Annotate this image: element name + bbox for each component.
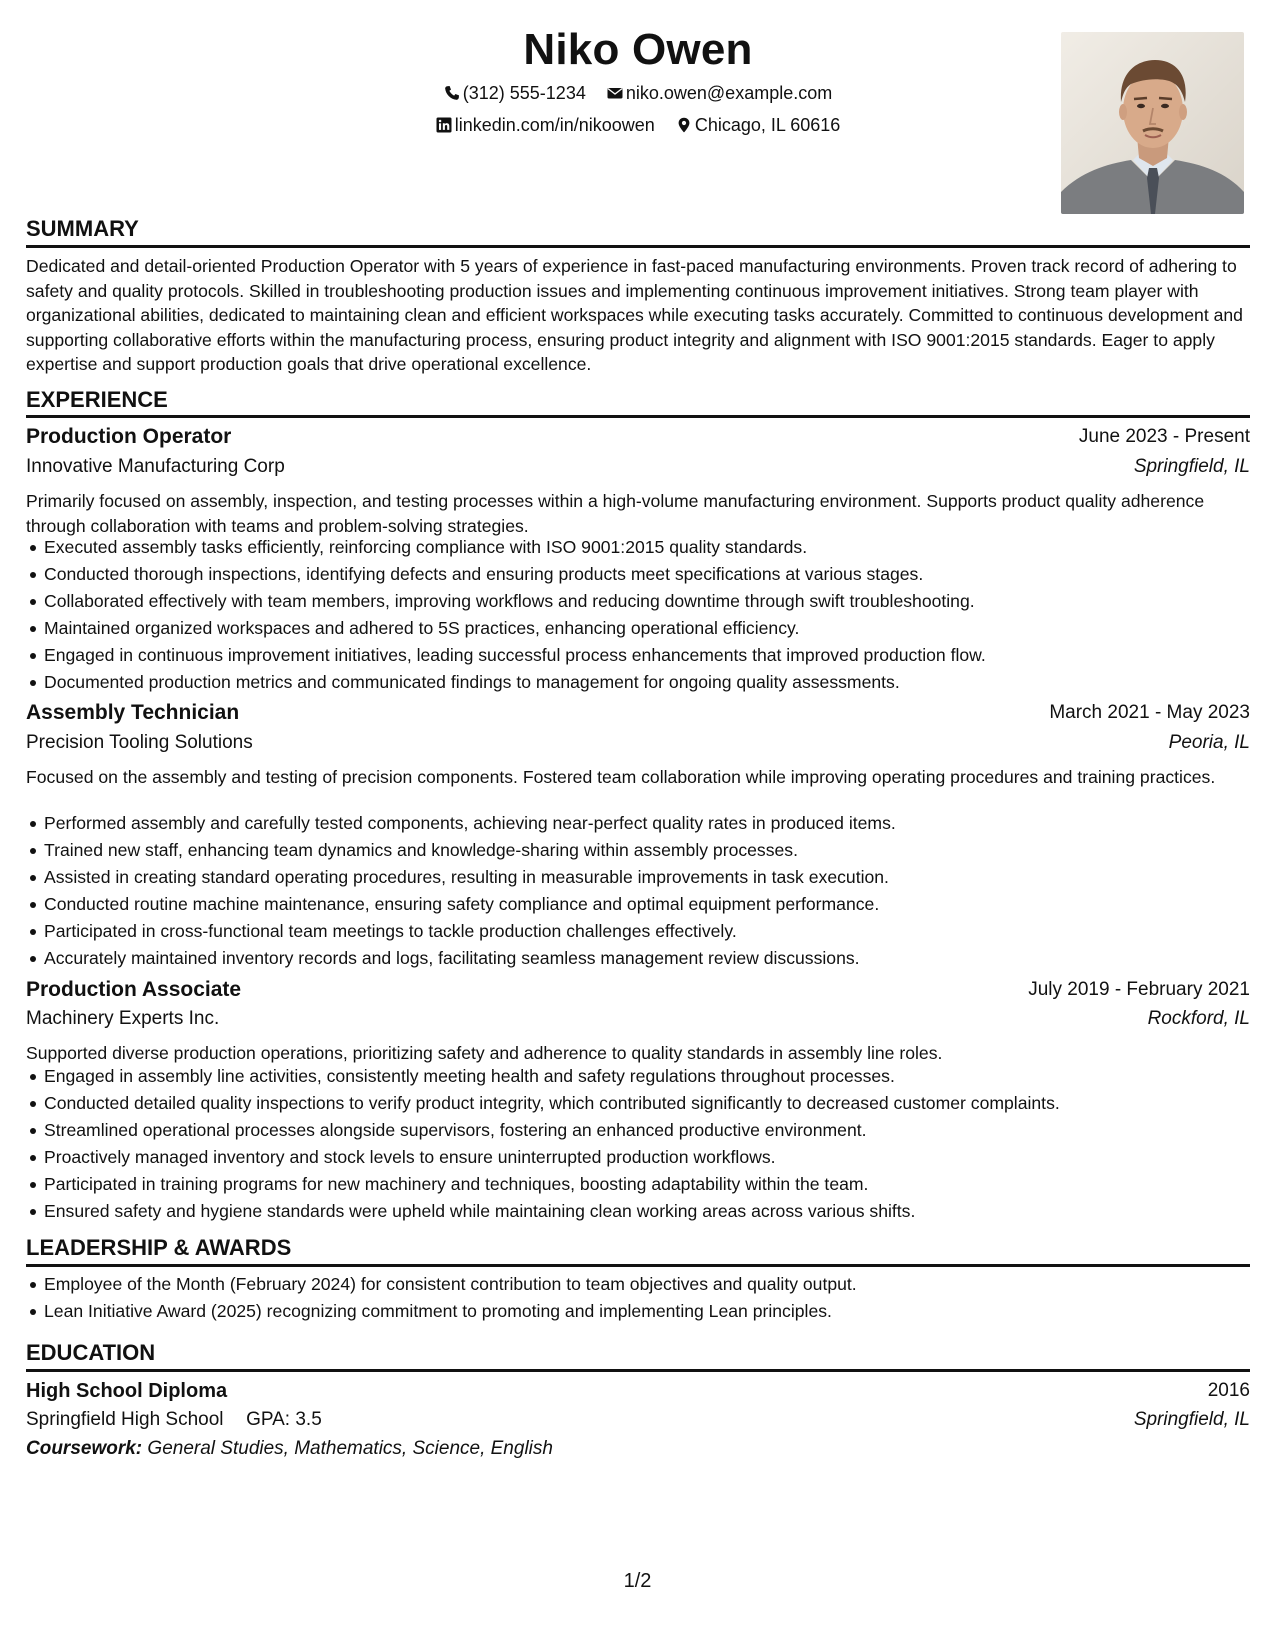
- list-item: Trained new staff, enhancing team dynamics and knowledge-sharing within assembly processes.: [26, 837, 1250, 864]
- gpa: GPA: 3.5: [246, 1409, 322, 1430]
- linkedin-contact[interactable]: [436, 112, 655, 138]
- list-item: Participated in training programs for new machinery and techniques, boosting adaptability within the team.: [26, 1171, 1250, 1198]
- profile-photo-image: [1061, 32, 1244, 214]
- job-company: Machinery Experts Inc.: [26, 1008, 220, 1029]
- email-contact[interactable]: [607, 80, 832, 106]
- list-item: Engaged in assembly line activities, consistently meeting health and safety regulations throughout processes.: [26, 1063, 1250, 1090]
- location-contact: [676, 112, 840, 138]
- job-location: Rockford, IL: [1147, 1008, 1250, 1029]
- list-item: Accurately maintained inventory records and logs, facilitating seamless management review discussions.: [26, 945, 1250, 972]
- school-location: Springfield, IL: [1133, 1409, 1250, 1430]
- list-item: Conducted thorough inspections, identifying defects and ensuring products meet specifications at various stages.: [26, 561, 1250, 588]
- school-name: Springfield High School: [26, 1409, 224, 1430]
- resume-header: [26, 20, 1250, 220]
- experience-divider: [26, 415, 1250, 418]
- phone-contact: [444, 80, 586, 106]
- coursework-line: [26, 1436, 553, 1462]
- summary-heading: SUMMARY: [26, 216, 139, 241]
- degree-title: High School Diploma: [26, 1380, 228, 1402]
- job-description: Focused on the assembly and testing of precision components. Fostered team collaboration while improving operating procedures and training practices.: [26, 767, 1216, 787]
- job-dates: June 2023 - Present: [1078, 426, 1250, 447]
- page-number: 1/2: [623, 1570, 652, 1592]
- job-title: Production Associate: [26, 978, 242, 1001]
- education-divider: [26, 1369, 1250, 1372]
- experience-heading: EXPERIENCE: [26, 387, 168, 412]
- list-item: Conducted detailed quality inspections to verify product integrity, which contributed significantly to decreased customer complaints.: [26, 1090, 1250, 1117]
- phone-icon: [444, 84, 460, 102]
- linkedin-icon: [436, 116, 452, 134]
- linkedin-text: linkedin.com/in/nikoowen: [454, 115, 655, 135]
- job-description: Supported diverse production operations, prioritizing safety and adherence to quality standards in assembly line roles.: [26, 1043, 943, 1063]
- map-pin-icon: [676, 116, 692, 134]
- list-item: Participated in cross-functional team meetings to tackle production challenges effectively.: [26, 918, 1250, 945]
- awards-heading: LEADERSHIP & AWARDS: [26, 1235, 292, 1260]
- profile-photo: [1061, 32, 1244, 214]
- job-company: Innovative Manufacturing Corp: [26, 456, 285, 477]
- job-company: Precision Tooling Solutions: [26, 732, 253, 753]
- graduation-year: 2016: [1207, 1380, 1250, 1401]
- list-item: Engaged in continuous improvement initiatives, leading successful process enhancements that improved production flow.: [26, 642, 1250, 669]
- list-item: Ensured safety and hygiene standards were upheld while maintaining clean working areas across various shifts.: [26, 1198, 1250, 1225]
- awards-divider: [26, 1264, 1250, 1267]
- summary-text: Dedicated and detail-oriented Production Operator with 5 years of experience in fast-paced manufacturing environments. Proven track record of adhering to safety and quality protocols. Skilled in troubleshooting production issues and implementing continuous improvement initiatives. Strong team player with organizational abilities, dedicated to maintaining clean and efficient workspaces while executing tasks accurately. Committed to continuous development and supporting collaborative efforts within the manufacturing process, ensuring product integrity and alignment with ISO 9001:2015 standards. Eager to apply expertise and support production goals that drive operational excellence.: [26, 256, 1243, 374]
- job-dates: July 2019 - February 2021: [1028, 979, 1250, 1000]
- school-line: [26, 1407, 322, 1433]
- list-item: Lean Initiative Award (2025) recognizing commitment to promoting and implementing Lean principles.: [26, 1298, 1250, 1325]
- resume-page: [26, 0, 1250, 1650]
- job-location: Peoria, IL: [1168, 732, 1250, 753]
- job-title: Production Operator: [26, 425, 232, 448]
- coursework-list: General Studies, Mathematics, Science, English: [147, 1438, 553, 1459]
- location-text: Chicago, IL 60616: [694, 115, 841, 135]
- job-bullets: [26, 810, 1250, 972]
- summary-divider: [26, 245, 1250, 248]
- list-item: Executed assembly tasks efficiently, reinforcing compliance with ISO 9001:2015 quality standards.: [26, 534, 1250, 561]
- phone-text: (312) 555-1234: [462, 83, 586, 103]
- awards-list: [26, 1271, 1250, 1325]
- job-location: Springfield, IL: [1133, 456, 1250, 477]
- envelope-icon: [607, 84, 623, 102]
- list-item: Collaborated effectively with team members, improving workflows and reducing downtime through swift troubleshooting.: [26, 588, 1250, 615]
- job-dates: March 2021 - May 2023: [1049, 702, 1250, 723]
- coursework-label: Coursework:: [26, 1438, 143, 1459]
- list-item: Streamlined operational processes alongside supervisors, fostering an enhanced productive environment.: [26, 1117, 1250, 1144]
- job-description: Primarily focused on assembly, inspection, and testing processes within a high-volume manufacturing environment. Supports product quality adherence through collaboration with teams and problem-solving strategies.: [26, 491, 1205, 536]
- job-bullets: [26, 534, 1250, 696]
- job-bullets: [26, 1063, 1250, 1225]
- list-item: Proactively managed inventory and stock levels to ensure uninterrupted production workflows.: [26, 1144, 1250, 1171]
- list-item: Performed assembly and carefully tested components, achieving near-perfect quality rates in produced items.: [26, 810, 1250, 837]
- education-heading: EDUCATION: [26, 1340, 156, 1365]
- list-item: Conducted routine machine maintenance, ensuring safety compliance and optimal equipment performance.: [26, 891, 1250, 918]
- list-item: Maintained organized workspaces and adhered to 5S practices, enhancing operational efficiency.: [26, 615, 1250, 642]
- email-text: niko.owen@example.com: [625, 83, 833, 103]
- list-item: Documented production metrics and communicated findings to management for ongoing quality assessments.: [26, 669, 1250, 696]
- list-item: Assisted in creating standard operating procedures, resulting in measurable improvements in task execution.: [26, 864, 1250, 891]
- candidate-name: Niko Owen: [523, 25, 753, 74]
- list-item: Employee of the Month (February 2024) for consistent contribution to team objectives and quality output.: [26, 1271, 1250, 1298]
- job-title: Assembly Technician: [26, 701, 240, 724]
